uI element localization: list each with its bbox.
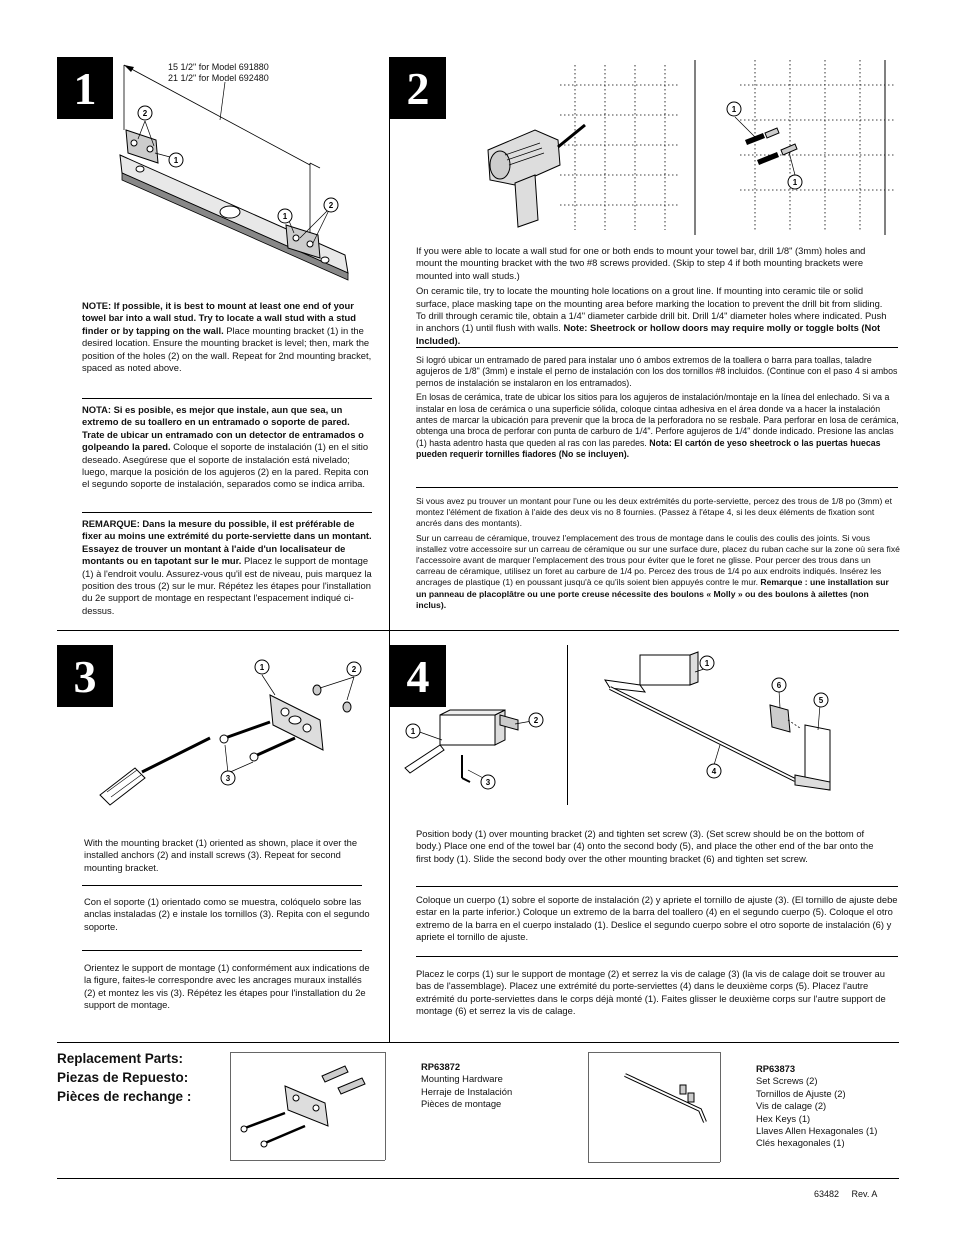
svg-text:1: 1 — [731, 105, 737, 114]
mounting-bracket-left — [126, 130, 158, 163]
step-3-bracket-illustration — [95, 650, 375, 820]
step-4-text-fr: Placez le corps (1) sur le support de montage (2) et serrez la vis de calage (3) (la vis de calage doit se trouver au bas de l'assemblage). Placez une extrémité du porte-serviettes (4) dans le deuxième corps (5). Placez l'autre extrémité du porte-serviettes dans le corps déjà monté (1). Faites glisser le deuxième corps sur l'autre support de montage (6) et serrez la vis de calage. — [416, 968, 886, 1017]
step-2-anchor-illustration — [715, 55, 900, 245]
rp-part-2-code: RP63873 — [756, 1063, 796, 1074]
step-3-callout-2 — [347, 662, 361, 676]
step-4-callout-6 — [772, 678, 786, 692]
step-1-number: 1 — [57, 57, 113, 119]
rp-part-1-line-3: Pièces de montage — [421, 1098, 502, 1110]
step-1-callout-1a — [169, 153, 183, 167]
rp-part-2-line-2: Tornillos de Ajuste (2) — [756, 1087, 846, 1099]
dimension-label-model-1: 15 1/2" for Model 691880 — [168, 62, 269, 72]
svg-text:6: 6 — [776, 681, 782, 690]
step-4-inner-divider — [567, 645, 568, 805]
anchor-lower — [757, 144, 797, 165]
step-2-en-p2: On ceramic tile, try to locate the mounting hole locations on a grout line. If mounting into ceramic tile or solid surface, place masking tape on the mounting area before marking the location to prevent the drill bit from sliding. To drill through ceramic tile, obtain a 1/4" diameter carbide drill bit. Drill 1/4" diameter holes where indicated. Push in anchors (1) until flush with walls. Note: Sheetrock or hollow doors may require molly or toggle bolts (Not Included). — [416, 285, 887, 346]
rp-screw-icons — [241, 1113, 305, 1147]
step-1-note-fr-bold: REMARQUE: Dans la mesure du possible, il est préférable de fixer au moins une extrémité du porte-serviette dans un montant. Essayez de trouver un montant à l'aide d'un localisateur de montants ou en tapotant sur le mur. — [82, 518, 372, 567]
section-divider-replacement — [57, 1042, 899, 1043]
replacement-title-en: Replacement Parts: — [57, 1051, 184, 1066]
step-2-text-en — [416, 245, 894, 350]
step-2-drill-illustration — [480, 55, 700, 245]
panel-divider-top — [389, 57, 390, 630]
step-4-text-en: Position body (1) over mounting bracket (2) and tighten set screw (3). (Set screw should be on the bottom of body.) Place one end of the towel bar (4) onto the second body (5), and place the other end of the bar onto the first body (1). Slide the second body over the other mounting bracket (6) and tighten set screw. — [416, 828, 874, 864]
step-4-callout-1a — [406, 724, 420, 738]
step-2-divider-2 — [416, 487, 898, 488]
svg-text:3: 3 — [225, 774, 231, 783]
replacement-title-es: Piezas de Repuesto: — [57, 1070, 189, 1085]
rp-part-2-line-4: Hex Keys (1) — [756, 1112, 811, 1124]
step-1-note-es-bold: NOTA: Si es posible, es mejor que instale, aun que sea, un extremo de su toallero en un entramado o soporte de pared. Trate de ubicar un entramado con un detector de entramados o golpeando la pared. — [82, 404, 364, 453]
step-1-callout-2a — [138, 106, 152, 120]
rp-box-1-top — [230, 1052, 385, 1053]
step-1-note-en-bold: NOTE: If possible, it is best to mount at least one end of your towel bar into a wall stud. Try to locate a wall stud with a stud finder or by tapping on the wall. — [82, 300, 356, 336]
svg-text:2: 2 — [328, 201, 334, 210]
rp-mounting-hardware-illustration — [240, 1058, 380, 1153]
svg-text:5: 5 — [818, 696, 824, 705]
rp-part-1-info — [421, 1061, 512, 1111]
replacement-parts-heading — [57, 1049, 191, 1106]
rp-part-2-info — [756, 1063, 877, 1150]
step-1-note-fr-body: Placez le support de montage (1) à l'endroit voulu. Assurez-vous qu'il est de niveau, puis marquez la position des trous (2) sur le mur. Répétez les étapes pour l'installation du 2e support de montage en respectant l'espacement indiqué ci-dessus. — [82, 555, 372, 616]
step-4-callout-1b — [700, 656, 714, 670]
step-1-callout-1b — [278, 209, 292, 223]
step-3-divider-1 — [82, 885, 362, 886]
step-2-es-p2: En losas de cerámica, trate de ubicar los sitios para los agujeros de instalación/montaje en la línea del enlechado. Si va a instalar en losa de cerámica o una superficie sólida, coloque cintaa adhesiva en el área donde va a hacer la instalación antes de marcar la ubicación para prevenir que la broca de la perforadora no se resbale. Para perforar en losa de cerámica, obtenga una broca de perforar con punta de carburo de 1/4". Perfore agujeros de 1/4" donde indicado. Presione las anclas (1) hasta adentro hasta que queden al ras con las paredes. Nota: El cartón de yeso sheetrock o las puertas huecas pueden requerir tornilles fiadores (No se incluyen). — [416, 392, 899, 460]
step-2-fr-p2: Sur un carreau de céramique, trouvez l'emplacement des trous de montage dans le coulis des coulis des joints. Si vous installez votre accessoire sur un carreau de céramique ou sur une surface dure, placez du ruban cache sur la zone où sera fixé l'accessoire avant de marquer l'emplacement des trous pour éviter que le foret ne glisse. Pour percer des trous dans un carreau de céramique, utilisez un foret au carbure de 1/4 po. Percez des trous de 1/4 po aux endroits indiqués. Insérez les ancrages de plastique (1) en poussant jusqu'à ce qu'ils soient bien appuyés contre le mur. Remarque : une installation sur un panneau de placoplâtre ou une porte creuse nécessite des boulons « Molly » ou des boulons à ailettes (non inclus). — [416, 532, 900, 610]
rp-anchor-icons — [322, 1066, 365, 1094]
step-3-text-en: With the mounting bracket (1) oriented as shown, place it over the installed anchors (2) and install screws (3). Repeat for second mounting bracket. — [84, 837, 358, 873]
step-2-divider-1 — [416, 347, 898, 348]
step-4-body-detail-illustration — [400, 700, 550, 800]
step-4-callout-3 — [481, 775, 495, 789]
svg-text:3: 3 — [485, 778, 491, 787]
svg-text:1: 1 — [259, 663, 265, 672]
footer-revision: Rev. A — [851, 1189, 878, 1199]
step-2-text-es — [416, 355, 900, 464]
rp-box-1-left — [230, 1052, 231, 1160]
step-1-divider-2 — [82, 512, 372, 513]
mounting-bracket-second — [770, 705, 790, 732]
step-1-divider-1 — [82, 398, 372, 399]
svg-text:1: 1 — [173, 156, 179, 165]
rp-box-2-left — [588, 1052, 589, 1162]
step-1-level-illustration — [110, 55, 380, 300]
rp-part-1-line-2: Herraje de Instalación — [421, 1085, 513, 1097]
rp-box-2-top — [588, 1052, 720, 1053]
step-3-text-fr: Orientez le support de montage (1) conformément aux indications de la figure, faites-le correspondre avec les ancrages muraux installés (2) et montez les vis (3). Répétez les étapes pour l'installation du 2e support de montage. — [84, 962, 370, 1011]
step-3-callout-1 — [255, 660, 269, 674]
step-4-text-es: Coloque un cuerpo (1) sobre el soporte de instalación (2) y apriete el tornillo de ajuste (3). (El tornillo de ajuste debe estar en la parte inferior.) Coloque un extremo de la barra del toallero (4) en el segundo cuerpo (5). Coloque el otro extremo de la barra en el cuerpo instalado (1). Deslice el segundo cuerpo sobre el otro soporte de instalación (6) y apriete el tornillo de ajuste. — [416, 894, 898, 943]
svg-text:1: 1 — [792, 178, 798, 187]
replacement-title-fr: Pièces de rechange : — [57, 1089, 192, 1104]
step-2-fr-p1: Si vous avez pu trouver un montant pour l'une ou les deux extrémités du porte-serviette, percez des trous de 1/8 po (3mm) et montez l'élément de fixation à l'aide des deux vis no 8 fournies. (Passez à l'étape 4, si les deux éléments de fixation sont ancrés dans des montants). — [416, 496, 892, 529]
svg-text:2: 2 — [351, 665, 357, 674]
rp-box-1-bottom — [230, 1160, 385, 1161]
wall-anchors — [313, 685, 351, 712]
step-1-note-es — [82, 404, 372, 491]
rp-box-1-right — [385, 1052, 386, 1160]
rp-box-2-bottom — [588, 1162, 720, 1163]
step-4-divider-2 — [416, 956, 898, 957]
step-1-callout-2b — [324, 198, 338, 212]
footer-rule — [57, 1178, 899, 1179]
step-2-en-p1: If you were able to locate a wall stud for one or both ends to mount your towel bar, drill 1/8" (3mm) holes and mount the mounting bracket with the two #8 screws provided. (Skip to step 4 if both mounting brackets were mounted into wall studs.) — [416, 245, 866, 281]
step-2-es-p1: Si logró ubicar un entramado de pared para instalar uno ó ambos extremos de la toallera o barra para toallas, taladre agujeros de 1/8" (3mm) e instale el perno de instalación con los dos tornillos #8 incluidos. (Continue con el paso 4 si ambos pernos de instalación se instalaron en los entramados). — [416, 355, 898, 388]
step-3-text-es: Con el soporte (1) orientado como se muestra, colóquelo sobre las anclas instaladas (2) e instale los tornillos (3). Repita con el segundo soporte. — [84, 896, 370, 932]
step-1-note-en — [82, 300, 372, 374]
rp-part-2-line-3: Vis de calage (2) — [756, 1100, 827, 1112]
rp-bracket-icon — [285, 1086, 328, 1126]
rp-part-1-code: RP63872 — [421, 1061, 461, 1072]
svg-text:1: 1 — [704, 659, 710, 668]
svg-text:4: 4 — [711, 767, 717, 776]
step-1-note-fr — [82, 518, 374, 617]
rp-box-2-right — [720, 1052, 721, 1162]
footer-doc-info — [814, 1188, 877, 1200]
rp-part-1-line-1: Mounting Hardware — [421, 1073, 503, 1085]
power-drill-icon — [488, 125, 585, 227]
svg-text:2: 2 — [142, 109, 148, 118]
footer-doc-number: 63482 — [814, 1189, 840, 1199]
step-1-note-es-body: Coloque el soporte de instalación (1) en el sitio deseado. Asegúrese que el soporte de instalación está nivelado; luego, marque la posición de los agujeros (2) en la pared. Repita con el segundo soporte de instalación, separados como se indica arriba. — [82, 441, 369, 490]
step-4-callout-5 — [814, 693, 828, 707]
step-4-divider-1 — [416, 886, 898, 887]
rp-part-2-line-5: Llaves Allen Hexagonales (1) — [756, 1125, 878, 1137]
svg-text:1: 1 — [410, 727, 416, 736]
rp-part-2-line-1: Set Screws (2) — [756, 1075, 818, 1087]
step-3-number: 3 — [57, 645, 113, 707]
rp-part-2-line-6: Clés hexagonales (1) — [756, 1137, 845, 1149]
dimension-label-model-2: 21 1/2" for Model 692480 — [168, 73, 269, 83]
step-1-note-en-body: Place mounting bracket (1) in the desired location. Ensure the mounting bracket is level; then, mark the position of the holes (2) on the wall. Repeat for 2nd mounting bracket, spaced as noted above. — [82, 324, 372, 374]
step-4-callout-4 — [707, 764, 721, 778]
svg-text:2: 2 — [533, 716, 539, 725]
step-4-number: 4 — [390, 645, 446, 707]
anchor-upper — [745, 128, 779, 145]
step-2-callout-1b — [788, 175, 802, 189]
step-4-callout-2a — [529, 713, 543, 727]
step-4-towel-bar-illustration — [590, 650, 850, 810]
screwdriver-icon — [100, 738, 210, 805]
step-2-text-fr — [416, 496, 900, 614]
rp-set-screws-illustration — [600, 1060, 715, 1155]
panel-divider-horizontal — [57, 630, 899, 631]
step-2-number: 2 — [390, 57, 446, 119]
step-2-callout-1a — [727, 102, 741, 116]
step-3-divider-2 — [82, 950, 362, 951]
mounting-bracket — [270, 695, 323, 750]
step-3-callout-3 — [221, 771, 235, 785]
svg-text:1: 1 — [282, 212, 288, 221]
